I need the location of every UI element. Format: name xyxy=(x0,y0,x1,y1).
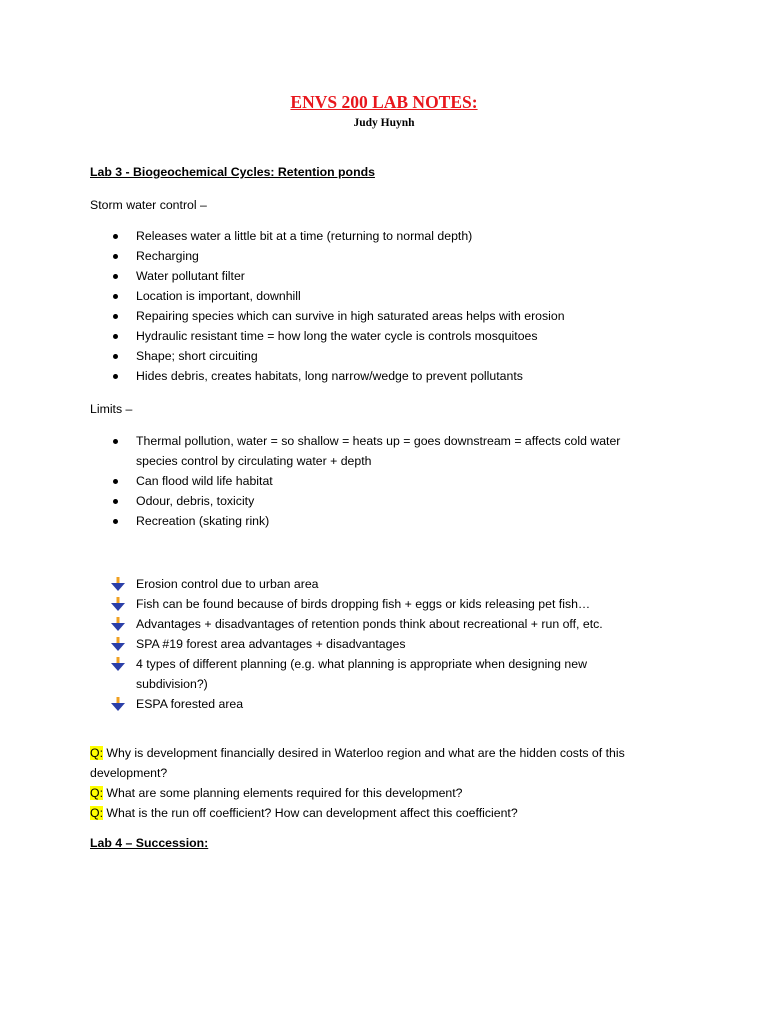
list-item: SPA #19 forest area advantages + disadvantages xyxy=(0,634,646,654)
bullet-dot-icon xyxy=(113,439,118,444)
question-block xyxy=(90,743,650,823)
list-item: Advantages + disadvantages of retention ponds think about recreational + run off, etc. xyxy=(0,614,646,634)
list-item: Erosion control due to urban area xyxy=(0,574,646,594)
down-arrow-icon xyxy=(111,617,125,631)
question-item xyxy=(90,783,650,803)
limits-label: Limits – xyxy=(90,402,133,416)
list-item: Recharging xyxy=(0,246,646,266)
document-author: Judy Huynh xyxy=(353,117,415,129)
storm-water-label: Storm water control – xyxy=(90,198,207,212)
list-item: Fish can be found because of birds dropping fish + eggs or kids releasing pet fish… xyxy=(0,594,646,614)
bullet-dot-icon xyxy=(113,274,118,279)
limits-list xyxy=(0,431,768,531)
list-item: Recreation (skating rink) xyxy=(0,511,646,531)
question-text: What are some planning elements required for this development? xyxy=(102,786,463,800)
question-label: Q: xyxy=(90,786,103,800)
list-item: Hydraulic resistant time = how long the water cycle is controls mosquitoes xyxy=(0,326,646,346)
bullet-dot-icon xyxy=(113,479,118,484)
bullet-dot-icon xyxy=(113,354,118,359)
question-item xyxy=(90,803,650,823)
bullet-dot-icon xyxy=(113,314,118,319)
list-item: Shape; short circuiting xyxy=(0,346,646,366)
list-item: Location is important, downhill xyxy=(0,286,646,306)
question-label: Q: xyxy=(90,806,103,820)
list-item: 4 types of different planning (e.g. what planning is appropriate when designing new subdivision?) xyxy=(0,654,646,694)
list-item: Releases water a little bit at a time (returning to normal depth) xyxy=(0,226,646,246)
down-arrow-icon xyxy=(111,577,125,591)
bullet-dot-icon xyxy=(113,254,118,259)
down-arrow-icon xyxy=(111,697,125,711)
down-arrow-icon xyxy=(111,597,125,611)
list-item: Repairing species which can survive in high saturated areas helps with erosion xyxy=(0,306,646,326)
down-arrow-icon xyxy=(111,637,125,651)
bullet-dot-icon xyxy=(113,519,118,524)
list-item: Odour, debris, toxicity xyxy=(0,491,646,511)
question-label: Q: xyxy=(90,746,103,760)
question-text: What is the run off coefficient? How can development affect this coefficient? xyxy=(102,806,518,820)
bullet-dot-icon xyxy=(113,234,118,239)
lab4-heading: Lab 4 – Succession: xyxy=(90,836,209,850)
bullet-dot-icon xyxy=(113,294,118,299)
list-item: Hides debris, creates habitats, long narrow/wedge to prevent pollutants xyxy=(0,366,646,386)
question-item xyxy=(90,743,650,783)
arrow-notes-list xyxy=(0,574,768,714)
lab3-heading: Lab 3 - Biogeochemical Cycles: Retention ponds xyxy=(90,165,375,179)
list-item: Can flood wild life habitat xyxy=(0,471,646,491)
bullet-dot-icon xyxy=(113,374,118,379)
question-text: Why is development financially desired in Waterloo region and what are the hidden costs of this development? xyxy=(90,746,625,780)
down-arrow-icon xyxy=(111,657,125,671)
bullet-dot-icon xyxy=(113,499,118,504)
document-title: ENVS 200 LAB NOTES: xyxy=(290,92,478,112)
list-item: ESPA forested area xyxy=(0,694,646,714)
storm-water-list xyxy=(0,226,768,386)
list-item: Water pollutant filter xyxy=(0,266,646,286)
bullet-dot-icon xyxy=(113,334,118,339)
list-item: Thermal pollution, water = so shallow = heats up = goes downstream = affects cold water species control by circulating water + depth xyxy=(0,431,646,471)
